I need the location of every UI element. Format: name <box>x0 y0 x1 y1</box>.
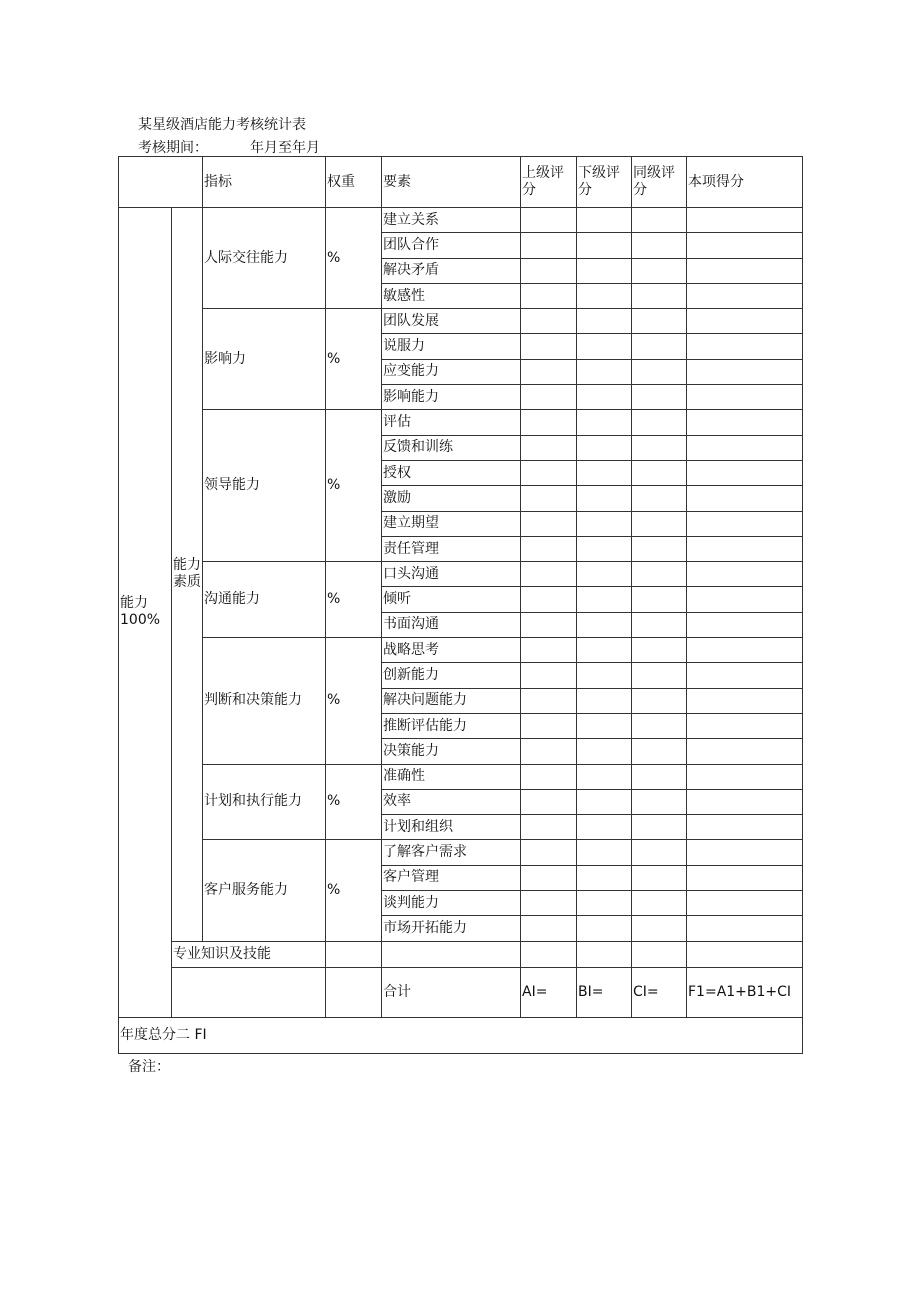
superior-score-cell <box>521 663 577 688</box>
element-cell: 书面沟通 <box>382 612 521 637</box>
empty-cell <box>632 941 687 967</box>
professional-cell: 专业知识及技能 <box>172 941 326 967</box>
total-b: BI= <box>577 967 632 1017</box>
subordinate-score-cell <box>577 713 632 738</box>
item-score-cell <box>687 334 803 359</box>
item-score-cell <box>687 359 803 384</box>
subordinate-score-cell <box>577 739 632 764</box>
subordinate-score-cell <box>577 865 632 890</box>
peer-score-cell <box>632 663 687 688</box>
subordinate-score-cell <box>577 359 632 384</box>
superior-score-cell <box>521 283 577 308</box>
subordinate-score-cell <box>577 283 632 308</box>
item-score-cell <box>687 385 803 410</box>
element-cell: 激励 <box>382 486 521 511</box>
peer-score-cell <box>632 688 687 713</box>
peer-score-cell <box>632 612 687 637</box>
superior-score-cell <box>521 486 577 511</box>
total-a: AI= <box>521 967 577 1017</box>
element-cell: 建立期望 <box>382 511 521 536</box>
subordinate-score-cell <box>577 612 632 637</box>
element-cell: 责任管理 <box>382 536 521 561</box>
table-row <box>119 562 803 587</box>
superior-score-cell <box>521 739 577 764</box>
empty-cell <box>382 941 521 967</box>
subordinate-score-cell <box>577 536 632 561</box>
element-cell: 应变能力 <box>382 359 521 384</box>
subordinate-score-cell <box>577 208 632 233</box>
element-cell: 敏感性 <box>382 283 521 308</box>
superior-score-cell <box>521 309 577 334</box>
header-superior: 上级评分 <box>521 157 577 208</box>
subordinate-score-cell <box>577 688 632 713</box>
peer-score-cell <box>632 309 687 334</box>
weight-cell: % <box>326 562 382 638</box>
empty-cell <box>326 941 382 967</box>
peer-score-cell <box>632 435 687 460</box>
peer-score-cell <box>632 638 687 663</box>
item-score-cell <box>687 486 803 511</box>
superior-score-cell <box>521 435 577 460</box>
item-score-cell <box>687 536 803 561</box>
element-cell: 计划和组织 <box>382 815 521 840</box>
superior-score-cell <box>521 233 577 258</box>
table-row <box>119 764 803 789</box>
indicator-cell: 领导能力 <box>203 410 326 562</box>
item-score-cell <box>687 283 803 308</box>
indicator-cell: 客户服务能力 <box>203 840 326 941</box>
superior-score-cell <box>521 385 577 410</box>
peer-score-cell <box>632 283 687 308</box>
subordinate-score-cell <box>577 435 632 460</box>
element-cell: 准确性 <box>382 764 521 789</box>
element-cell: 解决问题能力 <box>382 688 521 713</box>
item-score-cell <box>687 612 803 637</box>
element-cell: 效率 <box>382 789 521 814</box>
header-element: 要素 <box>382 157 521 208</box>
subordinate-score-cell <box>577 562 632 587</box>
subordinate-score-cell <box>577 258 632 283</box>
header-peer: 同级评分 <box>632 157 687 208</box>
item-score-cell <box>687 713 803 738</box>
subordinate-score-cell <box>577 815 632 840</box>
item-score-cell <box>687 587 803 612</box>
item-score-cell <box>687 891 803 916</box>
superior-score-cell <box>521 865 577 890</box>
subordinate-score-cell <box>577 638 632 663</box>
subordinate-score-cell <box>577 334 632 359</box>
peer-score-cell <box>632 865 687 890</box>
peer-score-cell <box>632 233 687 258</box>
table-row <box>119 638 803 663</box>
superior-score-cell <box>521 764 577 789</box>
empty-cell <box>687 941 803 967</box>
superior-score-cell <box>521 511 577 536</box>
peer-score-cell <box>632 208 687 233</box>
item-score-cell <box>687 562 803 587</box>
table-row <box>119 309 803 334</box>
total-c: CI= <box>632 967 687 1017</box>
subordinate-score-cell <box>577 486 632 511</box>
subordinate-score-cell <box>577 587 632 612</box>
peer-score-cell <box>632 334 687 359</box>
header-indicator: 指标 <box>203 157 326 208</box>
item-score-cell <box>687 258 803 283</box>
superior-score-cell <box>521 258 577 283</box>
peer-score-cell <box>632 460 687 485</box>
peer-score-cell <box>632 764 687 789</box>
annual-total: 年度总分二 FI <box>119 1017 803 1053</box>
element-cell: 团队发展 <box>382 309 521 334</box>
subordinate-score-cell <box>577 460 632 485</box>
element-cell: 推断评估能力 <box>382 713 521 738</box>
peer-score-cell <box>632 916 687 941</box>
period-label: 考核期间： <box>138 140 208 156</box>
subordinate-score-cell <box>577 410 632 435</box>
peer-score-cell <box>632 536 687 561</box>
weight-cell: % <box>326 410 382 562</box>
element-cell: 市场开拓能力 <box>382 916 521 941</box>
header-score: 本项得分 <box>687 157 803 208</box>
superior-score-cell <box>521 536 577 561</box>
header-subordinate: 下级评分 <box>577 157 632 208</box>
element-cell: 建立关系 <box>382 208 521 233</box>
period-range: 年月至年月 <box>250 140 320 156</box>
remarks: 备注： <box>128 1059 170 1075</box>
subordinate-score-cell <box>577 764 632 789</box>
superior-score-cell <box>521 334 577 359</box>
element-cell: 反馈和训练 <box>382 435 521 460</box>
header-weight: 权重 <box>326 157 382 208</box>
table-row <box>119 208 803 233</box>
annual-row <box>119 1017 803 1053</box>
superior-score-cell <box>521 916 577 941</box>
element-cell: 评估 <box>382 410 521 435</box>
superior-score-cell <box>521 688 577 713</box>
category-cell: 能力100% <box>119 208 172 1018</box>
peer-score-cell <box>632 385 687 410</box>
weight-cell: % <box>326 840 382 941</box>
item-score-cell <box>687 663 803 688</box>
superior-score-cell <box>521 208 577 233</box>
subcategory-cell: 能力素质 <box>172 208 203 942</box>
superior-score-cell <box>521 840 577 865</box>
superior-score-cell <box>521 359 577 384</box>
superior-score-cell <box>521 612 577 637</box>
item-score-cell <box>687 815 803 840</box>
indicator-cell: 沟通能力 <box>203 562 326 638</box>
element-cell: 解决矛盾 <box>382 258 521 283</box>
item-score-cell <box>687 688 803 713</box>
total-f: F1=A1+B1+CI <box>687 967 803 1017</box>
subordinate-score-cell <box>577 233 632 258</box>
peer-score-cell <box>632 713 687 738</box>
table-row <box>119 410 803 435</box>
superior-score-cell <box>521 460 577 485</box>
subordinate-score-cell <box>577 789 632 814</box>
professional-row <box>119 941 803 967</box>
indicator-cell: 人际交往能力 <box>203 208 326 309</box>
element-cell: 决策能力 <box>382 739 521 764</box>
subordinate-score-cell <box>577 385 632 410</box>
element-cell: 了解客户需求 <box>382 840 521 865</box>
element-cell: 倾听 <box>382 587 521 612</box>
item-score-cell <box>687 410 803 435</box>
peer-score-cell <box>632 789 687 814</box>
element-cell: 授权 <box>382 460 521 485</box>
header-row <box>119 157 803 208</box>
page-title: 某星级酒店能力考核统计表 <box>138 117 306 133</box>
element-cell: 说服力 <box>382 334 521 359</box>
element-cell: 口头沟通 <box>382 562 521 587</box>
item-score-cell <box>687 309 803 334</box>
total-label: 合计 <box>382 967 521 1017</box>
indicator-cell: 影响力 <box>203 309 326 410</box>
superior-score-cell <box>521 562 577 587</box>
peer-score-cell <box>632 891 687 916</box>
superior-score-cell <box>521 713 577 738</box>
weight-cell: % <box>326 638 382 764</box>
indicator-cell: 判断和决策能力 <box>203 638 326 764</box>
peer-score-cell <box>632 511 687 536</box>
peer-score-cell <box>632 359 687 384</box>
table-row <box>119 840 803 865</box>
subordinate-score-cell <box>577 891 632 916</box>
item-score-cell <box>687 739 803 764</box>
item-score-cell <box>687 208 803 233</box>
superior-score-cell <box>521 410 577 435</box>
empty-cell <box>521 941 577 967</box>
item-score-cell <box>687 764 803 789</box>
item-score-cell <box>687 789 803 814</box>
item-score-cell <box>687 916 803 941</box>
header-corner <box>119 157 203 208</box>
weight-cell: % <box>326 208 382 309</box>
subordinate-score-cell <box>577 511 632 536</box>
element-cell: 影响能力 <box>382 385 521 410</box>
peer-score-cell <box>632 840 687 865</box>
element-cell: 战略思考 <box>382 638 521 663</box>
element-cell: 谈判能力 <box>382 891 521 916</box>
subordinate-score-cell <box>577 663 632 688</box>
superior-score-cell <box>521 638 577 663</box>
peer-score-cell <box>632 562 687 587</box>
element-cell: 创新能力 <box>382 663 521 688</box>
empty-cell <box>172 967 326 1017</box>
item-score-cell <box>687 460 803 485</box>
item-score-cell <box>687 865 803 890</box>
weight-cell: % <box>326 764 382 840</box>
empty-cell <box>577 941 632 967</box>
superior-score-cell <box>521 789 577 814</box>
indicator-cell: 计划和执行能力 <box>203 764 326 840</box>
item-score-cell <box>687 840 803 865</box>
item-score-cell <box>687 435 803 460</box>
subordinate-score-cell <box>577 309 632 334</box>
assessment-table <box>118 156 803 1054</box>
peer-score-cell <box>632 486 687 511</box>
superior-score-cell <box>521 815 577 840</box>
weight-cell: % <box>326 309 382 410</box>
peer-score-cell <box>632 258 687 283</box>
item-score-cell <box>687 511 803 536</box>
subordinate-score-cell <box>577 840 632 865</box>
empty-cell <box>326 967 382 1017</box>
peer-score-cell <box>632 587 687 612</box>
peer-score-cell <box>632 815 687 840</box>
item-score-cell <box>687 233 803 258</box>
peer-score-cell <box>632 410 687 435</box>
element-cell: 客户管理 <box>382 865 521 890</box>
peer-score-cell <box>632 739 687 764</box>
subordinate-score-cell <box>577 916 632 941</box>
total-row <box>119 967 803 1017</box>
superior-score-cell <box>521 891 577 916</box>
superior-score-cell <box>521 587 577 612</box>
element-cell: 团队合作 <box>382 233 521 258</box>
item-score-cell <box>687 638 803 663</box>
